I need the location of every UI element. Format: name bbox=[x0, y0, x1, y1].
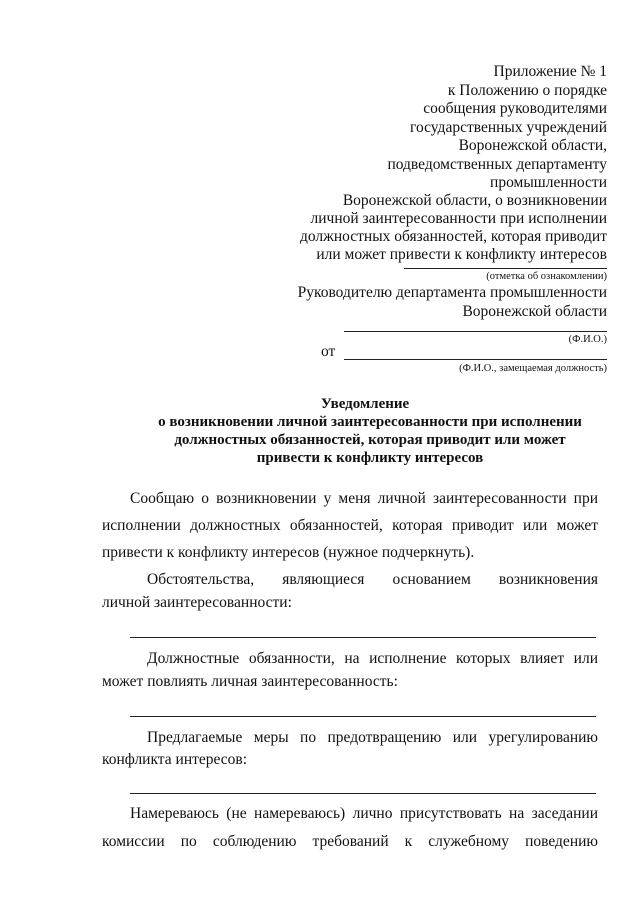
appendix-line-11: или может привести к конфликту интересов bbox=[316, 246, 607, 263]
title-line-3: должностных обязанностей, которая приводит или может bbox=[174, 432, 566, 448]
from-caption: (Ф.И.О., замещаемая должность) bbox=[459, 363, 607, 374]
ack-caption: (отметка об ознакомлении) bbox=[486, 271, 607, 282]
p3-line-2: может повлиять личная заинтересованность: bbox=[102, 673, 398, 690]
appendix-line-10: должностных обязанностей, которая приводит bbox=[299, 228, 607, 245]
ack-signature-line bbox=[404, 268, 607, 269]
from-line bbox=[344, 359, 607, 360]
p3-line-1: Должностные обязанности, на исполнение которых влияет или bbox=[147, 650, 598, 667]
fio-line bbox=[344, 331, 607, 332]
addressee-line-2: Воронежской области bbox=[462, 303, 607, 320]
title-line-1: Уведомление bbox=[320, 396, 410, 412]
p2-line-1: Обстоятельства, являющиеся основанием возникновения bbox=[147, 571, 598, 588]
appendix-line-8: Воронежской области, о возникновении bbox=[342, 192, 607, 209]
appendix-line-2: к Положению о порядке bbox=[447, 82, 607, 99]
p2-answer-line bbox=[130, 637, 596, 638]
fio-caption: (Ф.И.О.) bbox=[568, 334, 607, 345]
p4-line-1: Предлагаемые меры по предотвращению или урегулированию bbox=[147, 729, 598, 746]
p1-line-3: привести к конфликту интересов (нужное подчеркнуть). bbox=[102, 544, 475, 561]
appendix-line-6: подведомственных департаменту bbox=[387, 156, 607, 173]
p4-answer-line bbox=[130, 793, 596, 794]
appendix-line-3: сообщения руководителями bbox=[423, 100, 607, 117]
p1-line-1: Сообщаю о возникновении у меня личной заинтересованности при bbox=[130, 490, 598, 507]
appendix-line-1: Приложение № 1 bbox=[493, 63, 607, 80]
addressee-line-1: Руководителю департамента промышленности bbox=[297, 284, 607, 301]
p3-answer-line bbox=[130, 716, 596, 717]
p2-line-2: личной заинтересованности: bbox=[102, 594, 292, 611]
p5-line-2: комиссии по соблюдению требований к служебному поведению bbox=[102, 833, 598, 850]
p1-line-2: исполнении должностных обязанностей, которая приводит или может bbox=[102, 517, 598, 534]
appendix-line-5: Воронежской области, bbox=[458, 137, 607, 154]
title-line-4: привести к конфликту интересов bbox=[256, 450, 484, 466]
from-label: от bbox=[321, 343, 336, 360]
appendix-line-4: государственных учреждений bbox=[410, 119, 607, 136]
title-line-2: о возникновении личной заинтересованности при исполнении bbox=[158, 414, 582, 430]
appendix-line-7: промышленности bbox=[490, 174, 607, 191]
p5-line-1: Намереваюсь (не намереваюсь) лично присутствовать на заседании bbox=[130, 805, 598, 822]
p4-line-2: конфликта интересов: bbox=[102, 751, 248, 768]
appendix-line-9: личной заинтересованности при исполнении bbox=[310, 210, 607, 227]
